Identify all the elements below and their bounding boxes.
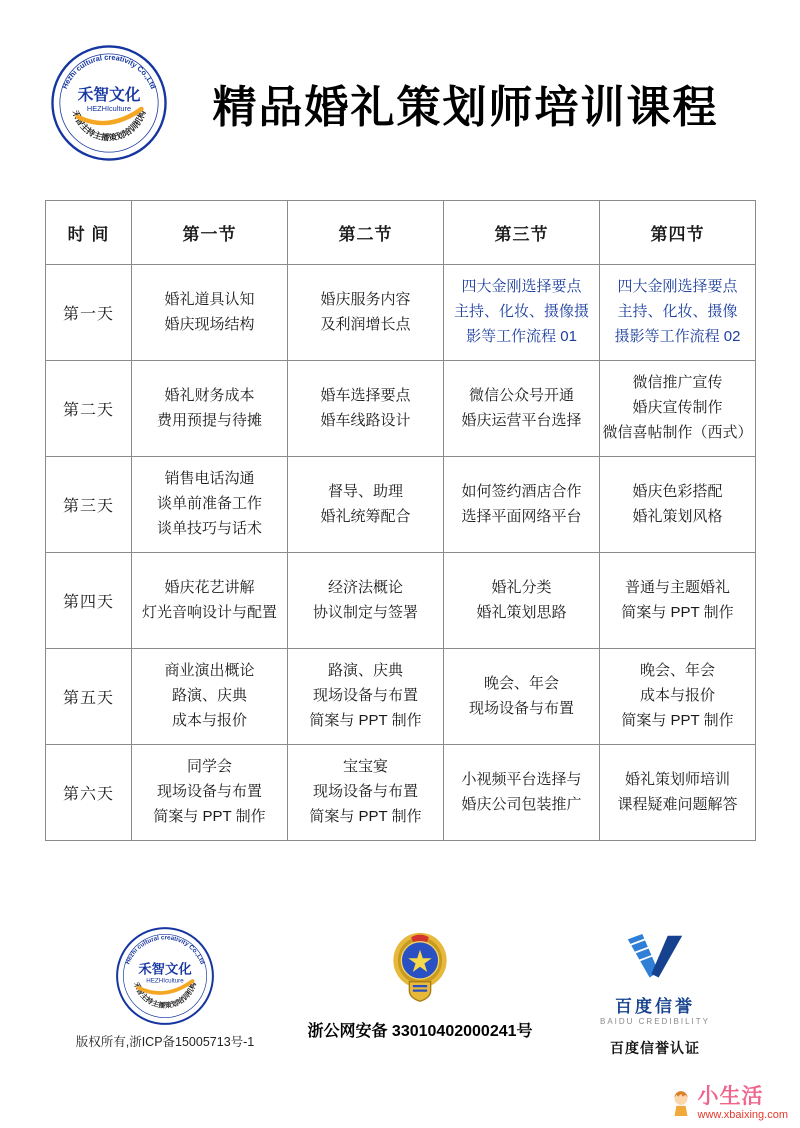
course-cell: 婚礼财务成本 费用预提与待摊 [132, 361, 288, 457]
course-cell: 普通与主题婚礼 简案与 PPT 制作 [600, 553, 756, 649]
svg-text:Hezhi cultural creativity Co.,: Hezhi cultural creativity Co.,Ltd [124, 934, 206, 966]
footer-left [55, 926, 275, 1050]
baidu-logo-subtitle: BAIDU CREDIBILITY [599, 1017, 710, 1026]
day-label: 第四天 [46, 553, 132, 649]
svg-text:禾智文化: 禾智文化 [77, 87, 141, 105]
column-header: 第四节 [600, 201, 756, 265]
course-cell: 四大金刚选择要点 主持、化妆、摄像摄 影等工作流程 01 [444, 265, 600, 361]
course-cell: 商业演出概论 路演、庆典 成本与报价 [132, 649, 288, 745]
table-row [46, 649, 756, 745]
table-row [46, 745, 756, 841]
watermark-site-url: www.xbaixing.com [697, 1109, 788, 1122]
course-cell: 婚车选择要点 婚车线路设计 [288, 361, 444, 457]
svg-text:Hezhi cultural creativity Co.,: Hezhi cultural creativity Co.,Ltd [60, 52, 158, 91]
police-record-text: 浙公网安备 33010402000241号 [307, 1023, 533, 1040]
course-cell: 婚礼分类 婚礼策划思路 [444, 553, 600, 649]
course-cell: 婚庆色彩搭配 婚礼策划风格 [600, 457, 756, 553]
day-label: 第一天 [46, 265, 132, 361]
course-cell: 路演、庆典 现场设备与布置 简案与 PPT 制作 [288, 649, 444, 745]
watermark-site-name: 小生活 [697, 1085, 764, 1109]
footer-center [290, 930, 550, 1041]
course-cell: 微信推广宣传 婚庆宣传制作 微信喜帖制作（西式） [600, 361, 756, 457]
course-cell: 督导、助理 婚礼统筹配合 [288, 457, 444, 553]
svg-text:HEZHIculture: HEZHIculture [86, 103, 132, 113]
day-label: 第三天 [46, 457, 132, 553]
mascot-icon [669, 1089, 693, 1119]
svg-text:禾智主持主播策划培训机构: 禾智主持主播策划培训机构 [70, 108, 148, 143]
footer-right [565, 932, 745, 1058]
course-cell: 小视频平台选择与 婚庆公司包装推广 [444, 745, 600, 841]
svg-text:HEZHIculture: HEZHIculture [146, 977, 184, 985]
course-cell: 同学会 现场设备与布置 简案与 PPT 制作 [132, 745, 288, 841]
course-cell: 晚会、年会 现场设备与布置 [444, 649, 600, 745]
table-header-row [46, 201, 756, 265]
svg-text:禾智主持主播策划培训机构: 禾智主持主播策划培训机构 [132, 981, 198, 1010]
course-cell: 四大金刚选择要点 主持、化妆、摄像 摄影等工作流程 02 [600, 265, 756, 361]
course-cell: 经济法概论 协议制定与签署 [288, 553, 444, 649]
watermark-text [698, 1085, 788, 1122]
day-label: 第六天 [46, 745, 132, 841]
hezhi-logo-footer [55, 926, 275, 1026]
column-header: 第三节 [444, 201, 600, 265]
table-row [46, 553, 756, 649]
header [50, 28, 755, 178]
course-cell: 婚礼道具认知 婚庆现场结构 [132, 265, 288, 361]
course-cell: 婚礼策划师培训 课程疑难问题解答 [600, 745, 756, 841]
svg-text:禾智文化: 禾智文化 [138, 961, 192, 977]
baidu-cert-text: 百度信誉认证 [610, 1040, 700, 1056]
baidu-logo-title: 百度信誉 [615, 997, 695, 1016]
site-watermark [669, 1085, 788, 1122]
course-cell: 婚庆服务内容 及利润增长点 [288, 265, 444, 361]
course-cell: 晚会、年会 成本与报价 简案与 PPT 制作 [600, 649, 756, 745]
course-cell: 如何签约酒店合作 选择平面网络平台 [444, 457, 600, 553]
column-header: 第一节 [132, 201, 288, 265]
table-row [46, 361, 756, 457]
course-cell: 销售电话沟通 谈单前准备工作 谈单技巧与话术 [132, 457, 288, 553]
table-row [46, 265, 756, 361]
day-label: 第五天 [46, 649, 132, 745]
column-header: 时 间 [46, 201, 132, 265]
column-header: 第二节 [288, 201, 444, 265]
hezhi-logo [50, 44, 168, 162]
course-table [45, 200, 756, 841]
icp-record-text: 版权所有,浙ICP备15005713号-1 [75, 1035, 255, 1049]
day-label: 第二天 [46, 361, 132, 457]
course-cell: 微信公众号开通 婚庆运营平台选择 [444, 361, 600, 457]
page-title: 精品婚礼策划师培训课程 [212, 83, 719, 132]
table-row [46, 457, 756, 553]
police-badge-icon [290, 930, 550, 1010]
course-cell: 婚庆花艺讲解 灯光音响设计与配置 [132, 553, 288, 649]
course-cell: 宝宝宴 现场设备与布置 简案与 PPT 制作 [288, 745, 444, 841]
baidu-credibility-icon [565, 932, 745, 988]
